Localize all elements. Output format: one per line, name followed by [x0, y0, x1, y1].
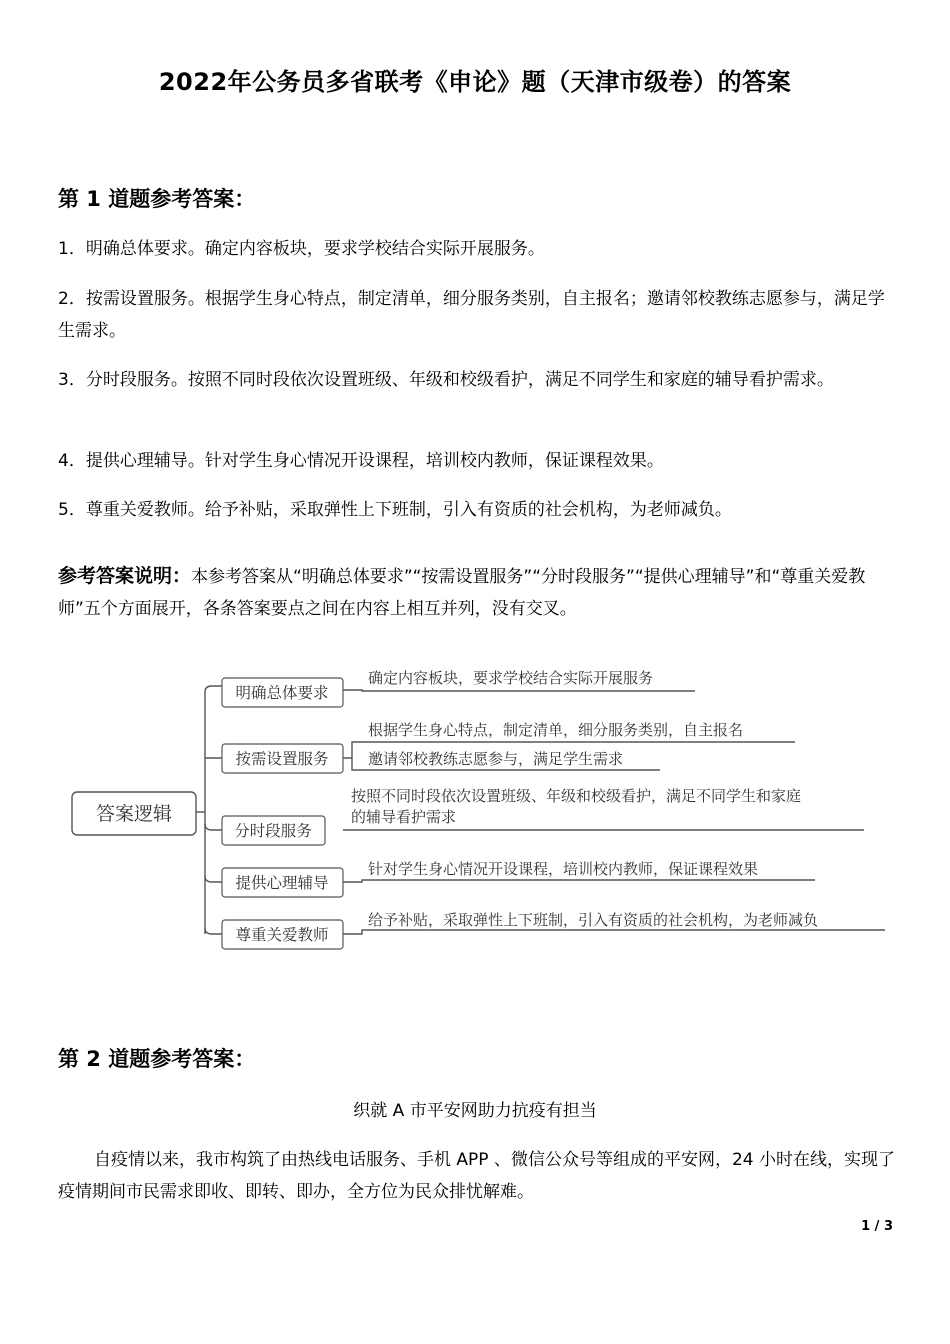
mindmap-detail-3b: 的辅导看护需求 — [351, 808, 457, 826]
answer-logic-mindmap — [0, 650, 950, 960]
mindmap-detail-3a: 按照不同时段依次设置班级、年级和校级看护，满足不同学生和家庭 — [351, 787, 802, 805]
mindmap-detail-2b: 邀请邻校教练志愿参与，满足学生需求 — [368, 750, 624, 768]
mindmap-detail-1: 确定内容板块，要求学校结合实际开展服务 — [368, 669, 654, 687]
q1-heading: 第 1 道题参考答案： — [58, 187, 256, 211]
mindmap-connector-4 — [205, 876, 222, 882]
answer-note-label: 参考答案说明： — [58, 565, 192, 587]
mindmap-branch-5: 尊重关爱教师 — [235, 926, 329, 944]
mindmap-detail-line-4 — [343, 880, 815, 882]
answer-note — [58, 560, 898, 625]
q2-heading: 第 2 道题参考答案： — [58, 1047, 256, 1071]
q1-item-2: 2．按需设置服务。根据学生身心特点，制定清单，细分服务类别，自主报名；邀请邻校教练志愿参与，满足学生需求。 — [58, 289, 885, 341]
mindmap-detail-4: 针对学生身心情况开设课程，培训校内教师，保证课程效果 — [368, 860, 759, 878]
page-number: 1 / 3 — [861, 1219, 893, 1234]
mindmap-connector-3 — [205, 824, 222, 830]
mindmap-detail-2a: 根据学生身心特点，制定清单，细分服务类别，自主报名 — [368, 721, 744, 739]
q1-item-4: 4．提供心理辅导。针对学生身心情况开设课程，培训校内教师，保证课程效果。 — [58, 451, 664, 471]
q1-item-1: 1．明确总体要求。确定内容板块，要求学校结合实际开展服务。 — [58, 239, 545, 259]
mindmap-detail-line-1 — [343, 690, 695, 691]
mindmap-connector-1 — [205, 686, 222, 692]
q2-article-title: 织就 A 市平安网助力抗疫有担当 — [353, 1101, 597, 1121]
q1-item-5: 5．尊重关爱教师。给予补贴，采取弹性上下班制，引入有资质的社会机构，为老师减负。 — [58, 500, 732, 520]
mindmap-connector-5 — [205, 928, 222, 934]
q1-item-3: 3．分时段服务。按照不同时段依次设置班级、年级和校级看护，满足不同学生和家庭的辅导看护需求。 — [58, 370, 834, 390]
mindmap-root-label: 答案逻辑 — [95, 803, 173, 825]
mindmap-branch-1: 明确总体要求 — [235, 684, 329, 702]
answer-note-text: 本参考答案从“明确总体要求”“按需设置服务”“分时段服务”“提供心理辅导”和“尊重关爱教师”五个方面展开，各条答案要点之间在内容上相互并列，没有交叉。 — [58, 567, 866, 619]
mindmap-detail-line-5 — [343, 930, 885, 934]
document-title: 2022年公务员多省联考《申论》题（天津市级卷）的答案 — [158, 68, 792, 96]
mindmap-branch-2: 按需设置服务 — [235, 750, 329, 768]
mindmap-detail-5: 给予补贴，采取弹性上下班制，引入有资质的社会机构，为老师减负 — [368, 911, 819, 929]
mindmap-branch-3: 分时段服务 — [234, 822, 312, 840]
mindmap-branch-4: 提供心理辅导 — [235, 874, 329, 892]
q2-paragraph: 自疫情以来，我市构筑了由热线电话服务、手机 APP 、微信公众号等组成的平安网，24 小时在线，实现了疫情期间市民需求即收、即转、即办，全方位为民众排忧解难。 — [58, 1150, 895, 1202]
